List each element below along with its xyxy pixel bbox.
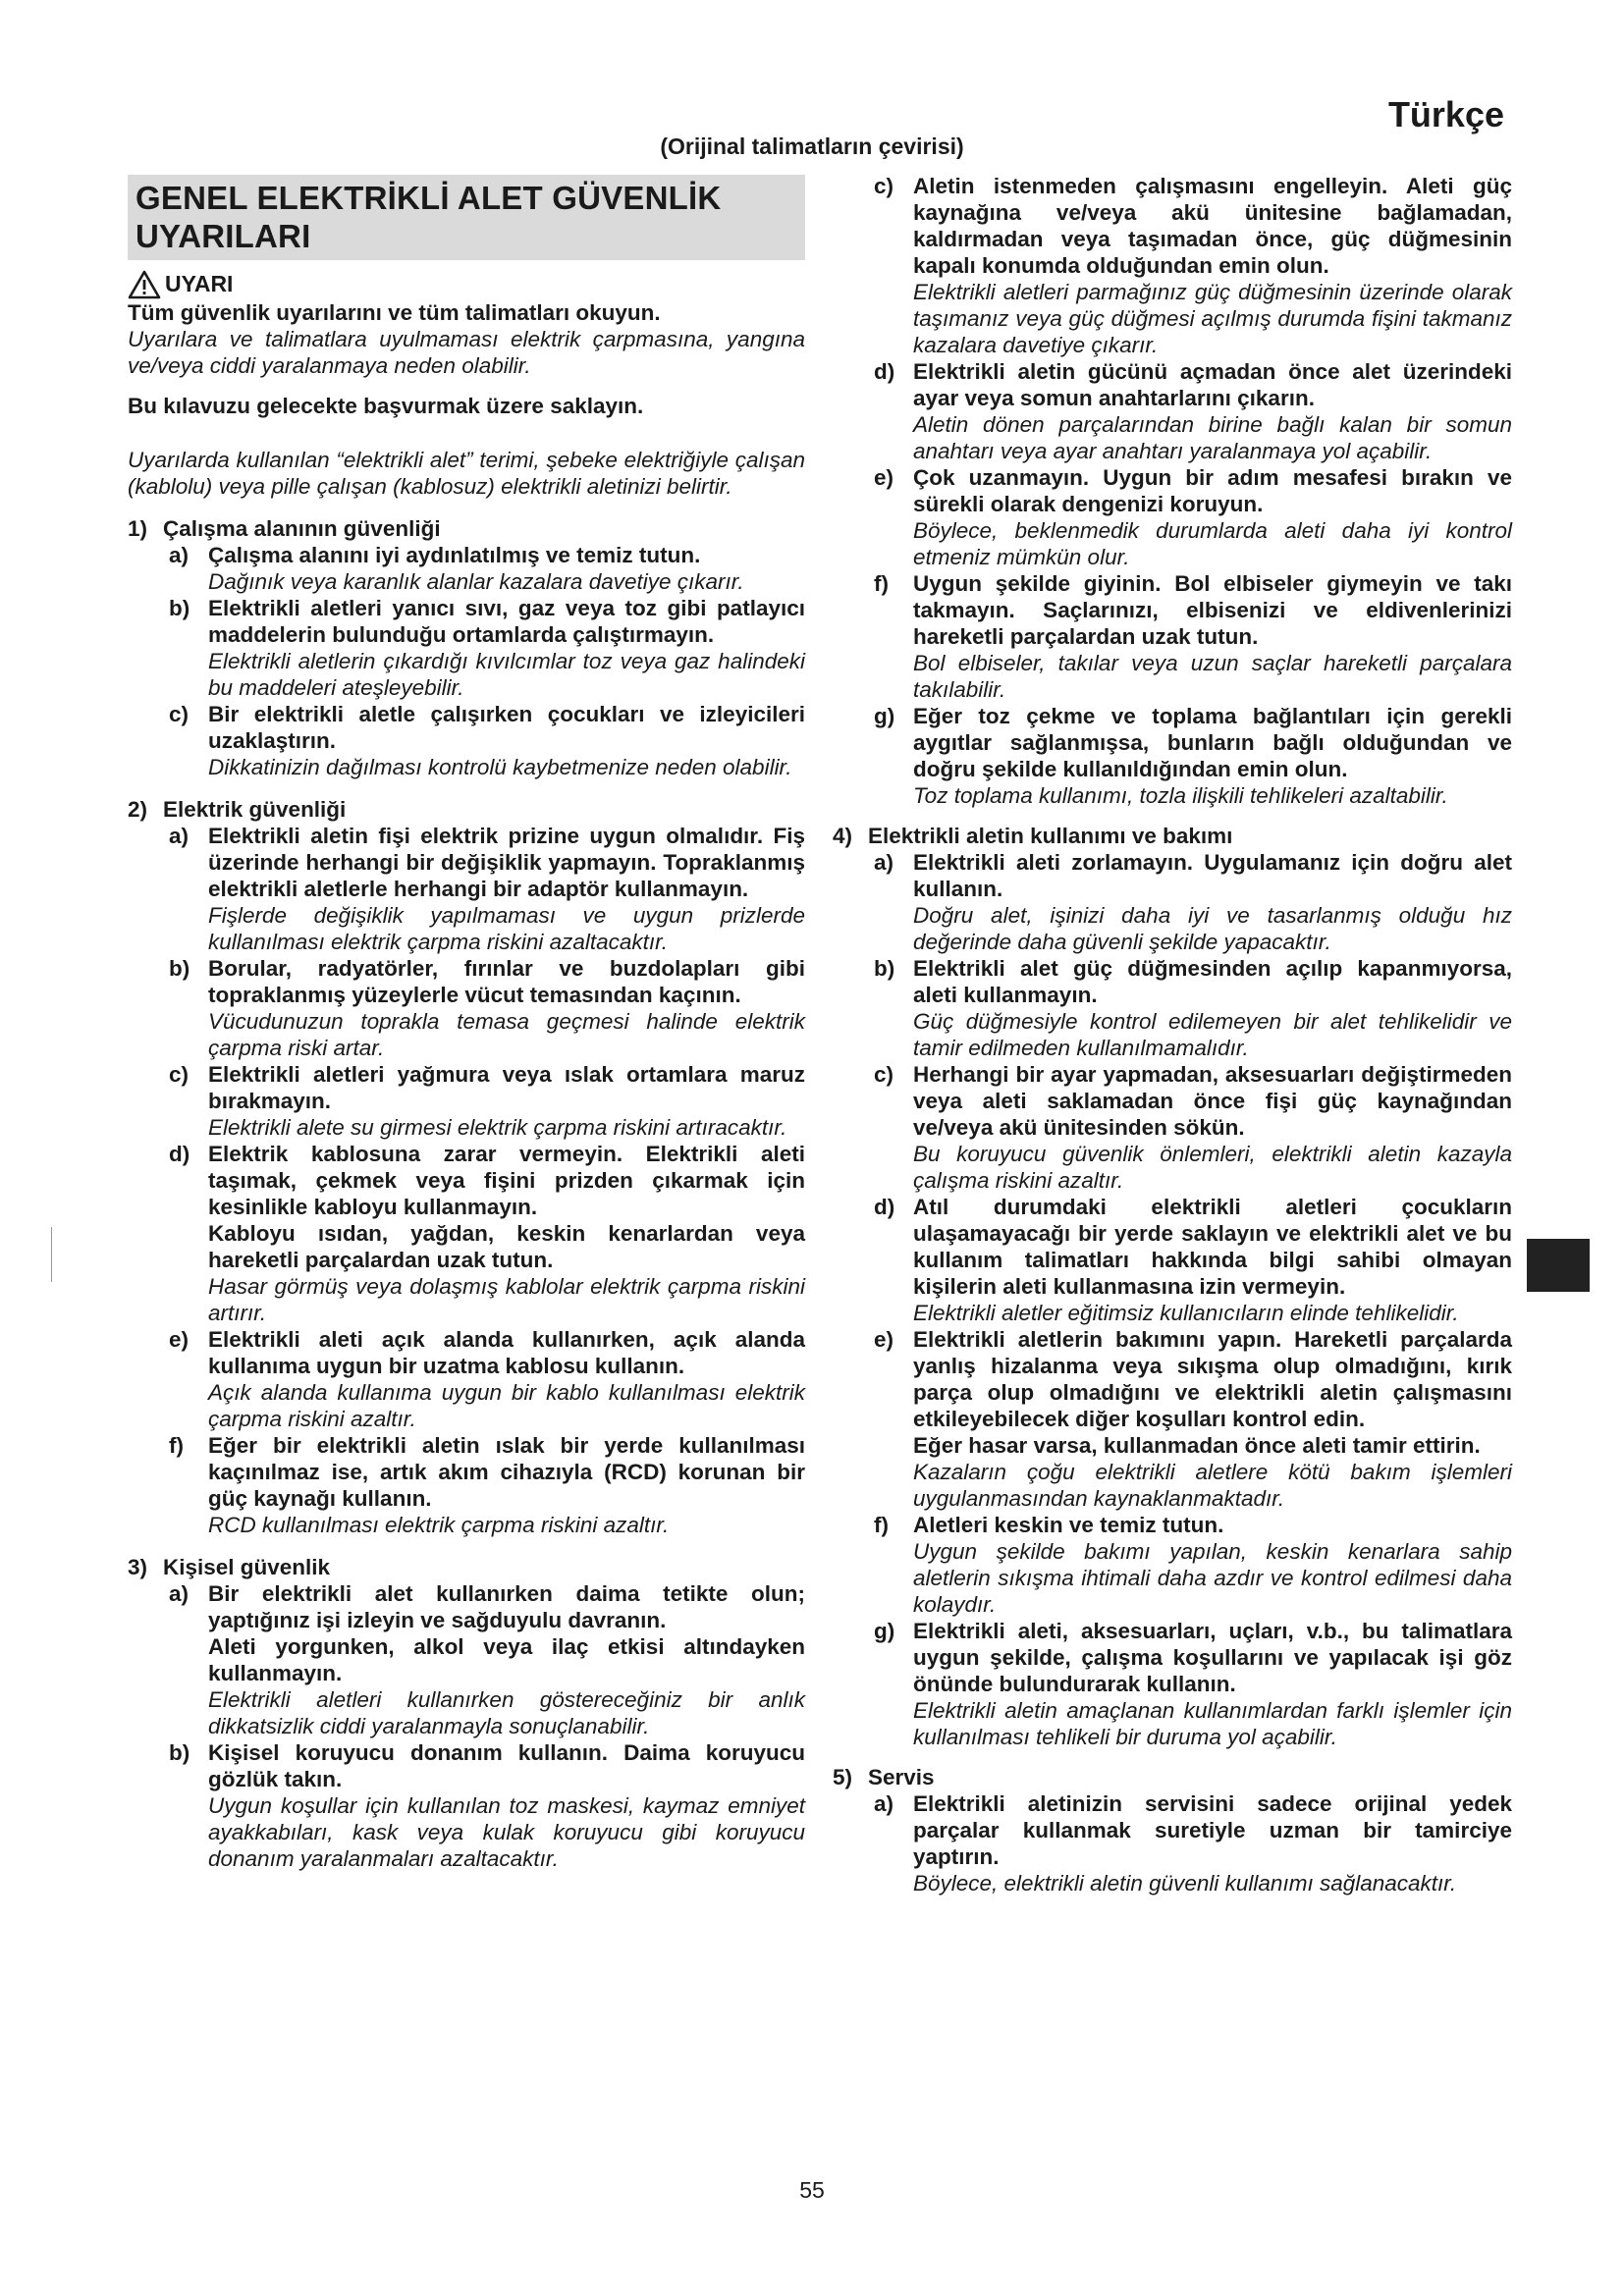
item-letter: c) xyxy=(169,701,189,726)
item-explanation: Bol elbiseler, takılar veya uzun saçlar hareketli parçalara takılabilir. xyxy=(913,651,1512,702)
item-explanation: Uygun şekilde bakımı yapılan, keskin kenarlara sahip aletlerin sıkışma ihtimali daha azdır ve kontrol edilmesi daha kolaydır. xyxy=(913,1539,1512,1617)
section-title xyxy=(128,796,805,823)
item-instruction: Kişisel koruyucu donanım kullanın. Daima koruyucu gözlük takın. xyxy=(208,1739,805,1791)
page-title: GENEL ELEKTRİKLİ ALET GÜVENLİK UYARILARI xyxy=(128,175,805,260)
item-body xyxy=(208,1739,805,1872)
language-tab-marker xyxy=(1527,1239,1590,1292)
item-letter: b) xyxy=(169,1739,190,1765)
item-explanation: Elektrikli aletlerin çıkardığı kıvılcımlar toz veya gaz halindeki bu maddeleri ateşleyebilir. xyxy=(208,648,805,700)
list-item xyxy=(169,1061,805,1141)
item-letter: c) xyxy=(874,1062,894,1087)
section xyxy=(128,515,805,780)
item-instruction: Kabloyu ısıdan, yağdan, keskin kenarlardan veya hareketli parçalardan uzak tutun. xyxy=(208,1220,805,1272)
section-number: 3) xyxy=(128,1554,148,1579)
item-explanation: Hasar görmüş veya dolaşmış kablolar elektrik çarpma riskini artırır. xyxy=(208,1273,805,1325)
list-item xyxy=(169,701,805,780)
list-item xyxy=(169,1580,805,1739)
section-title-text: Elektrik güvenliği xyxy=(163,796,347,822)
list-item xyxy=(874,1512,1512,1618)
item-body xyxy=(208,1141,805,1326)
list-item xyxy=(874,1618,1512,1750)
item-instruction: Elektrikli aletin fişi elektrik prizine uygun olmalıdır. Fiş üzerinde herhangi bir değişiklik yapmayın. Topraklanmış elektrikli aletlerle herhangi bir adaptör kullanmayın. xyxy=(208,823,805,901)
item-body xyxy=(913,1194,1512,1326)
list-item xyxy=(169,1326,805,1432)
item-explanation: Fişlerde değişiklik yapılmaması ve uygun prizlerde kullanılması elektrik çarpma riskini azaltacaktır. xyxy=(208,902,805,954)
section-number: 1) xyxy=(128,515,148,541)
item-body xyxy=(913,1790,1512,1896)
item-letter: b) xyxy=(874,956,895,981)
item-body xyxy=(913,570,1512,703)
item-body xyxy=(208,1432,805,1538)
item-letter: e) xyxy=(874,465,894,490)
item-letter: d) xyxy=(874,359,895,384)
item-instruction: Elektrikli aletleri yağmura veya ıslak ortamlara maruz bırakmayın. xyxy=(208,1061,805,1113)
item-explanation: Elektrikli aletleri kullanırken göstereceğiniz bir anlık dikkatsizlik ciddi yaralanmayla sonuçlanabilir. xyxy=(208,1686,805,1738)
translation-subtitle: (Orijinal talimatların çevirisi) xyxy=(660,133,964,159)
list-item xyxy=(169,823,805,955)
section-title xyxy=(128,1554,805,1580)
item-instruction: Herhangi bir ayar yapmadan, aksesuarları değiştirmeden veya aleti saklamadan önce fişi güç kaynağından ve/veya akü ünitesinden sökün. xyxy=(913,1062,1512,1140)
item-explanation: Elektrikli alete su girmesi elektrik çarpma riskini artıracaktır. xyxy=(208,1114,787,1140)
list-item xyxy=(874,849,1512,955)
section5 xyxy=(833,1764,1512,1896)
item-instruction: Bir elektrikli alet kullanırken daima tetikte olun; yaptığınız işi izleyin ve sağduyulu davranın. xyxy=(208,1580,805,1632)
warning-keep-manual: Bu kılavuzu gelecekte başvurmak üzere saklayın. xyxy=(128,393,644,418)
language-label: Türkçe xyxy=(1387,94,1504,134)
item-body xyxy=(208,823,805,955)
section xyxy=(128,1554,805,1872)
item-instruction: Eğer hasar varsa, kullanmadan önce aleti tamir ettirin. xyxy=(913,1433,1481,1458)
item-explanation: Elektrikli aletler eğitimsiz kullanıcıların elinde tehlikelidir. xyxy=(913,1301,1459,1325)
list-item xyxy=(874,955,1512,1061)
left-column xyxy=(128,175,805,1872)
section xyxy=(128,796,805,1538)
item-explanation: Dağınık veya karanlık alanlar kazalara davetiye çıkarır. xyxy=(208,568,744,594)
item-body xyxy=(913,464,1512,570)
item-explanation: Güç düğmesiyle kontrol edilemeyen bir alet tehlikelidir ve tamir edilmeden kullanılmamalıdır. xyxy=(913,1009,1512,1060)
section-title xyxy=(833,823,1512,849)
list-item xyxy=(169,1739,805,1872)
section4 xyxy=(833,823,1512,1750)
item-instruction: Elektrikli alet güç düğmesinden açılıp kapanmıyorsa, aleti kullanmayın. xyxy=(913,956,1512,1007)
item-body xyxy=(208,955,805,1061)
list-item xyxy=(874,1194,1512,1326)
list-item xyxy=(169,1141,805,1326)
item-letter: d) xyxy=(169,1141,190,1166)
item-explanation: Vücudunuzun toprakla temasa geçmesi halinde elektrik çarpma riski artar. xyxy=(208,1008,805,1060)
item-letter: f) xyxy=(169,1432,184,1458)
warning-triangle-icon xyxy=(128,270,161,299)
item-body xyxy=(208,542,805,595)
list-item xyxy=(874,1326,1512,1512)
item-explanation: Elektrikli aletin amaçlanan kullanımlardan farklı işlemler için kullanılması tehlikeli bir duruma yol açabilir. xyxy=(913,1698,1512,1749)
item-explanation: RCD kullanılması elektrik çarpma riskini azaltır. xyxy=(208,1512,670,1537)
section-title-text: Servis xyxy=(868,1765,935,1789)
item-explanation: Uygun koşullar için kullanılan toz maskesi, kaymaz emniyet ayakkabıları, kask veya kulak koruyucu gibi koruyucu donanım yaralanmaları azaltacaktır. xyxy=(208,1792,805,1871)
section-title-text: Çalışma alanının güvenliği xyxy=(163,515,441,541)
list-item xyxy=(169,595,805,701)
item-instruction: Elektrik kablosuna zarar vermeyin. Elektrikli aleti taşımak, çekmek veya fişini prizden çıkarmak için kesinlikle kabloyu kullanmayın. xyxy=(208,1141,805,1219)
item-body xyxy=(913,849,1512,955)
item-instruction: Elektrikli aleti zorlamayın. Uygulamanız için doğru alet kullanın. xyxy=(913,850,1512,901)
item-instruction: Aletleri keskin ve temiz tutun. xyxy=(913,1513,1224,1537)
page-number: 55 xyxy=(799,2177,825,2203)
item-instruction: Çok uzanmayın. Uygun bir adım mesafesi bırakın ve sürekli olarak dengenizi koruyun. xyxy=(913,465,1512,516)
item-instruction: Eğer toz çekme ve toplama bağlantıları için gerekli aygıtlar sağlanmışsa, bunların bağlı olduğundan ve doğru şekilde kullanıldığından emin olun. xyxy=(913,704,1512,781)
item-letter: e) xyxy=(874,1327,894,1352)
section-number: 2) xyxy=(128,796,148,822)
list-item xyxy=(874,570,1512,703)
list-item xyxy=(874,1061,1512,1194)
list-item xyxy=(874,1790,1512,1896)
item-instruction: Uygun şekilde giyinin. Bol elbiseler giymeyin ve takı takmayın. Saçlarınızı, elbisenizi ve eldivenlerinizi hareketli parçalardan uzak tutun. xyxy=(913,571,1512,649)
item-instruction: Elektrikli aletin gücünü açmadan önce alet üzerindeki ayar veya somun anahtarlarını çıkarın. xyxy=(913,359,1512,410)
item-letter: a) xyxy=(169,542,189,567)
item-body xyxy=(913,1061,1512,1194)
item-explanation: Toz toplama kullanımı, tozla ilişkili tehlikeleri azaltabilir. xyxy=(913,783,1448,808)
item-explanation: Kazaların çoğu elektrikli aletlere kötü bakım işlemleri uygulanmasından kaynaklanmaktadır. xyxy=(913,1460,1512,1511)
item-body xyxy=(913,1512,1512,1618)
list-item xyxy=(874,703,1512,809)
item-explanation: Dikkatinizin dağılması kontrolü kaybetmenize neden olabilir. xyxy=(208,754,792,779)
item-letter: g) xyxy=(874,704,895,728)
section-number: 4) xyxy=(833,824,853,848)
item-body xyxy=(913,173,1512,358)
item-instruction: Elektrikli aletinizin servisini sadece orijinal yedek parçalar kullanmak suretiyle uzman bir tamirciye yaptırın. xyxy=(913,1791,1512,1869)
item-body xyxy=(208,1061,805,1141)
list-item xyxy=(874,173,1512,358)
margin-mark xyxy=(51,1227,52,1282)
item-body xyxy=(913,703,1512,809)
warning-term-definition: Uyarılarda kullanılan “elektrikli alet” terimi, şebeke elektriğiyle çalışan (kablolu) veya pille çalışan (kablosuz) elektrikli aletinizi belirtir. xyxy=(128,447,805,499)
item-letter: a) xyxy=(169,823,189,848)
item-explanation: Doğru alet, işinizi daha iyi ve tasarlanmış olduğu hız değerinde daha güvenli şekilde yapacaktır. xyxy=(913,903,1512,954)
section-title-text: Elektrikli aletin kullanımı ve bakımı xyxy=(868,824,1233,848)
item-letter: f) xyxy=(874,571,889,596)
item-instruction: Elektrikli aleti, aksesuarları, uçları, v.b., bu talimatlara uygun şekilde, çalışma koşullarını ve yapılacak işi göz önünde bulundurarak kullanın. xyxy=(913,1619,1512,1696)
warning-read-all: Tüm güvenlik uyarılarını ve tüm talimatları okuyun. xyxy=(128,299,661,325)
item-instruction: Borular, radyatörler, fırınlar ve buzdolapları gibi topraklanmış yüzeylerle vücut temasından kaçının. xyxy=(208,955,805,1007)
right-column xyxy=(833,173,1512,1896)
item-letter: e) xyxy=(169,1326,189,1352)
item-body xyxy=(208,595,805,701)
item-explanation: Böylece, beklenmedik durumlarda aleti daha iyi kontrol etmeniz mümkün olur. xyxy=(913,518,1512,569)
left-sections xyxy=(128,515,805,1872)
section-title xyxy=(833,1764,1512,1790)
list-item xyxy=(169,542,805,595)
item-instruction: Atıl durumdaki elektrikli aletleri çocukların ulaşamayacağı bir yerde saklayın ve elektrikli alet ve bu kullanım talimatları hakkında bilgi sahibi olmayan kişilerin aleti kullanmasına izin vermeyin. xyxy=(913,1195,1512,1299)
item-body xyxy=(208,1580,805,1739)
item-instruction: Elektrikli aletleri yanıcı sıvı, gaz veya toz gibi patlayıcı maddelerin bulunduğu ortamlarda çalıştırmayın. xyxy=(208,595,805,647)
item-letter: c) xyxy=(169,1061,189,1087)
item-body xyxy=(913,1618,1512,1750)
item-body xyxy=(913,1326,1512,1512)
item-instruction: Çalışma alanını iyi aydınlatılmış ve temiz tutun. xyxy=(208,542,701,567)
item-instruction: Elektrikli aletlerin bakımını yapın. Hareketli parçalarda yanlış hizalanma veya sıkışma olup olmadığını, kırık parça olup olmadığını ve elektrikli aletin çalışmasını etkileyebilecek diğer koşulları kontrol edin. xyxy=(913,1327,1512,1431)
item-explanation: Elektrikli aletleri parmağınız güç düğmesinin üzerinde olarak taşımanız veya güç düğmesi açılmış durumda fişini takmanız kazalara davetiye çıkarır. xyxy=(913,280,1512,357)
list-item xyxy=(169,955,805,1061)
item-letter: d) xyxy=(874,1195,895,1219)
item-letter: c) xyxy=(874,174,894,198)
item-explanation: Böylece, elektrikli aletin güvenli kullanımı sağlanacaktır. xyxy=(913,1871,1457,1896)
item-body xyxy=(913,358,1512,464)
item-explanation: Açık alanda kullanıma uygun bir kablo kullanılması elektrik çarpma riskini azaltır. xyxy=(208,1379,805,1431)
item-letter: g) xyxy=(874,1619,895,1643)
item-instruction: Aletin istenmeden çalışmasını engelleyin. Aleti güç kaynağına ve/veya akü ünitesine bağlamadan, kaldırmadan veya taşımadan önce, güç düğmesinin kapalı konumda olduğundan emin olun. xyxy=(913,174,1512,278)
section-title-text: Kişisel güvenlik xyxy=(163,1554,331,1579)
item-letter: f) xyxy=(874,1513,889,1537)
warning-consequence: Uyarılara ve talimatlara uyulmaması elektrik çarpmasına, yangına ve/veya ciddi yaralanmaya neden olabilir. xyxy=(128,326,805,378)
section-number: 5) xyxy=(833,1765,853,1789)
item-explanation: Bu koruyucu güvenlik önlemleri, elektrikli aletin kazayla çalışma riskini azaltır. xyxy=(913,1142,1512,1193)
item-body xyxy=(208,701,805,780)
warning-heading xyxy=(128,270,805,299)
item-instruction: Eğer bir elektrikli aletin ıslak bir yerde kullanılması kaçınılmaz ise, artık akım cihazıyla (RCD) korunan bir güç kaynağı kullanın. xyxy=(208,1432,805,1511)
warning-label: UYARI xyxy=(165,271,234,297)
item-explanation: Aletin dönen parçalarından birine bağlı kalan bir somun anahtarı veya ayar anahtarı yaralanmaya yol açabilir. xyxy=(913,412,1512,463)
item-letter: b) xyxy=(169,955,190,981)
list-item xyxy=(169,1432,805,1538)
section-title xyxy=(128,515,805,542)
item-body xyxy=(208,1326,805,1432)
item-letter: a) xyxy=(169,1580,189,1606)
item-letter: b) xyxy=(169,595,190,620)
list-item xyxy=(874,464,1512,570)
list-item xyxy=(874,358,1512,464)
item-body xyxy=(913,955,1512,1061)
item-letter: a) xyxy=(874,850,894,875)
item-instruction: Elektrikli aleti açık alanda kullanırken, açık alanda kullanıma uygun bir uzatma kablosu kullanın. xyxy=(208,1326,805,1378)
section3-continued xyxy=(833,173,1512,809)
item-instruction: Bir elektrikli aletle çalışırken çocukları ve izleyicileri uzaklaştırın. xyxy=(208,701,805,753)
item-letter: a) xyxy=(874,1791,894,1816)
item-instruction: Aleti yorgunken, alkol veya ilaç etkisi altındayken kullanmayın. xyxy=(208,1633,805,1685)
